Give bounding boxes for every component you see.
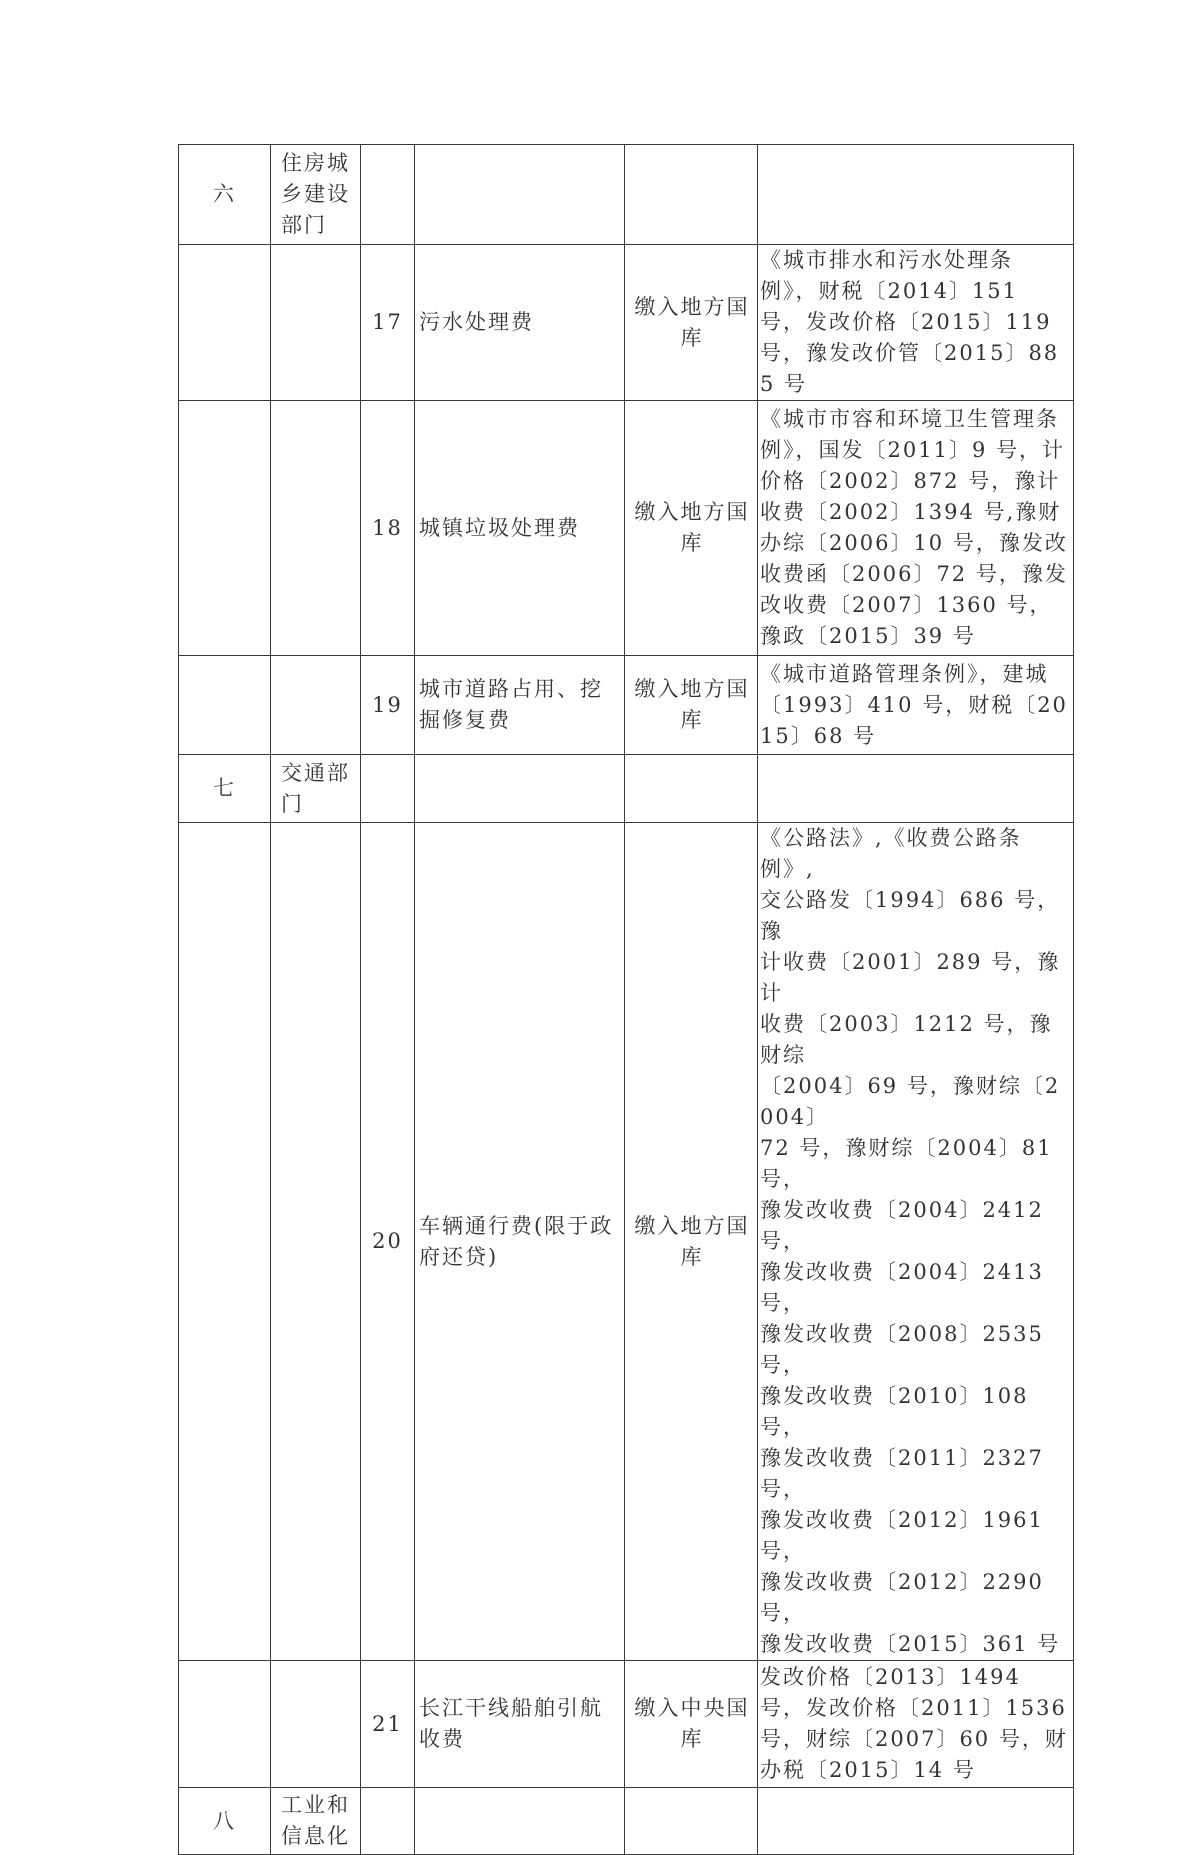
empty-cell bbox=[625, 145, 758, 245]
department-name: 交通部门 bbox=[271, 755, 361, 823]
section-number: 六 bbox=[179, 145, 271, 245]
empty-cell bbox=[758, 755, 1074, 823]
fee-table bbox=[178, 144, 1074, 1855]
legal-basis: 《城市道路管理条例》，建城〔1993〕410 号，财税〔2015〕68 号 bbox=[758, 656, 1074, 755]
fee-destination: 缴入中央国库 bbox=[625, 1661, 758, 1788]
empty-cell bbox=[415, 755, 625, 823]
legal-basis: 《城市市容和环境卫生管理条例》，国发〔2011〕9 号，计价格〔2002〕872 号，豫计收费〔2002〕1394 号,豫财办综〔2006〕10 号，豫发改收费函〔2006〕72 号，豫发改收费〔2007〕1360 号，豫政〔2015〕39 号 bbox=[758, 401, 1074, 656]
empty-cell bbox=[415, 1788, 625, 1855]
empty-cell bbox=[179, 823, 271, 1661]
fee-destination: 缴入地方国库 bbox=[625, 245, 758, 401]
fee-name: 污水处理费 bbox=[415, 245, 625, 401]
empty-cell bbox=[179, 245, 271, 401]
empty-cell bbox=[625, 755, 758, 823]
empty-cell bbox=[271, 401, 361, 656]
department-name: 工业和信息化 bbox=[271, 1788, 361, 1855]
section-row bbox=[179, 1788, 1074, 1855]
empty-cell bbox=[415, 145, 625, 245]
fee-name: 城镇垃圾处理费 bbox=[415, 401, 625, 656]
table-row bbox=[179, 1661, 1074, 1788]
empty-cell bbox=[179, 401, 271, 656]
section-row bbox=[179, 145, 1074, 245]
table-row bbox=[179, 401, 1074, 656]
empty-cell bbox=[361, 755, 415, 823]
legal-basis: 《公路法》,《收费公路条例》, 交公路发〔1994〕686 号，豫 计收费〔2001〕289 号，豫计 收费〔2003〕1212 号，豫财综 〔2004〕69 号，豫财综〔2004〕 72 号，豫财综〔2004〕81 号， 豫发改收费〔2004〕2412 号， 豫发改收费〔2004〕2413 号， 豫发改收费〔2008〕2535 号， 豫发改收费〔2010〕108 号， 豫发改收费〔2011〕2327 号， 豫发改收费〔2012〕1961 号， 豫发改收费〔2012〕2290 号， 豫发改收费〔2015〕361 号 bbox=[758, 823, 1074, 1661]
table-row bbox=[179, 656, 1074, 755]
empty-cell bbox=[758, 145, 1074, 245]
empty-cell bbox=[179, 656, 271, 755]
empty-cell bbox=[271, 1661, 361, 1788]
item-number: 17 bbox=[361, 245, 415, 401]
empty-cell bbox=[271, 656, 361, 755]
fee-destination: 缴入地方国库 bbox=[625, 401, 758, 656]
section-number: 八 bbox=[179, 1788, 271, 1855]
item-number: 20 bbox=[361, 823, 415, 1661]
empty-cell bbox=[179, 1661, 271, 1788]
empty-cell bbox=[625, 1788, 758, 1855]
fee-name: 车辆通行费(限于政府还贷) bbox=[415, 823, 625, 1661]
empty-cell bbox=[361, 1788, 415, 1855]
fee-destination: 缴入地方国库 bbox=[625, 656, 758, 755]
legal-basis: 发改价格〔2013〕1494 号，发改价格〔2011〕1536 号，财综〔2007〕60 号，财办税〔2015〕14 号 bbox=[758, 1661, 1074, 1788]
fee-name: 长江干线船舶引航收费 bbox=[415, 1661, 625, 1788]
item-number: 18 bbox=[361, 401, 415, 656]
table-row bbox=[179, 823, 1074, 1661]
fee-name: 城市道路占用、挖掘修复费 bbox=[415, 656, 625, 755]
section-row bbox=[179, 755, 1074, 823]
empty-cell bbox=[758, 1788, 1074, 1855]
section-number: 七 bbox=[179, 755, 271, 823]
item-number: 19 bbox=[361, 656, 415, 755]
empty-cell bbox=[271, 245, 361, 401]
empty-cell bbox=[361, 145, 415, 245]
department-name: 住房城乡建设部门 bbox=[271, 145, 361, 245]
legal-basis: 《城市排水和污水处理条例》，财税〔2014〕151 号，发改价格〔2015〕119 号，豫发改价管〔2015〕885 号 bbox=[758, 245, 1074, 401]
item-number: 21 bbox=[361, 1661, 415, 1788]
empty-cell bbox=[271, 823, 361, 1661]
table-row bbox=[179, 245, 1074, 401]
fee-destination: 缴入地方国库 bbox=[625, 823, 758, 1661]
